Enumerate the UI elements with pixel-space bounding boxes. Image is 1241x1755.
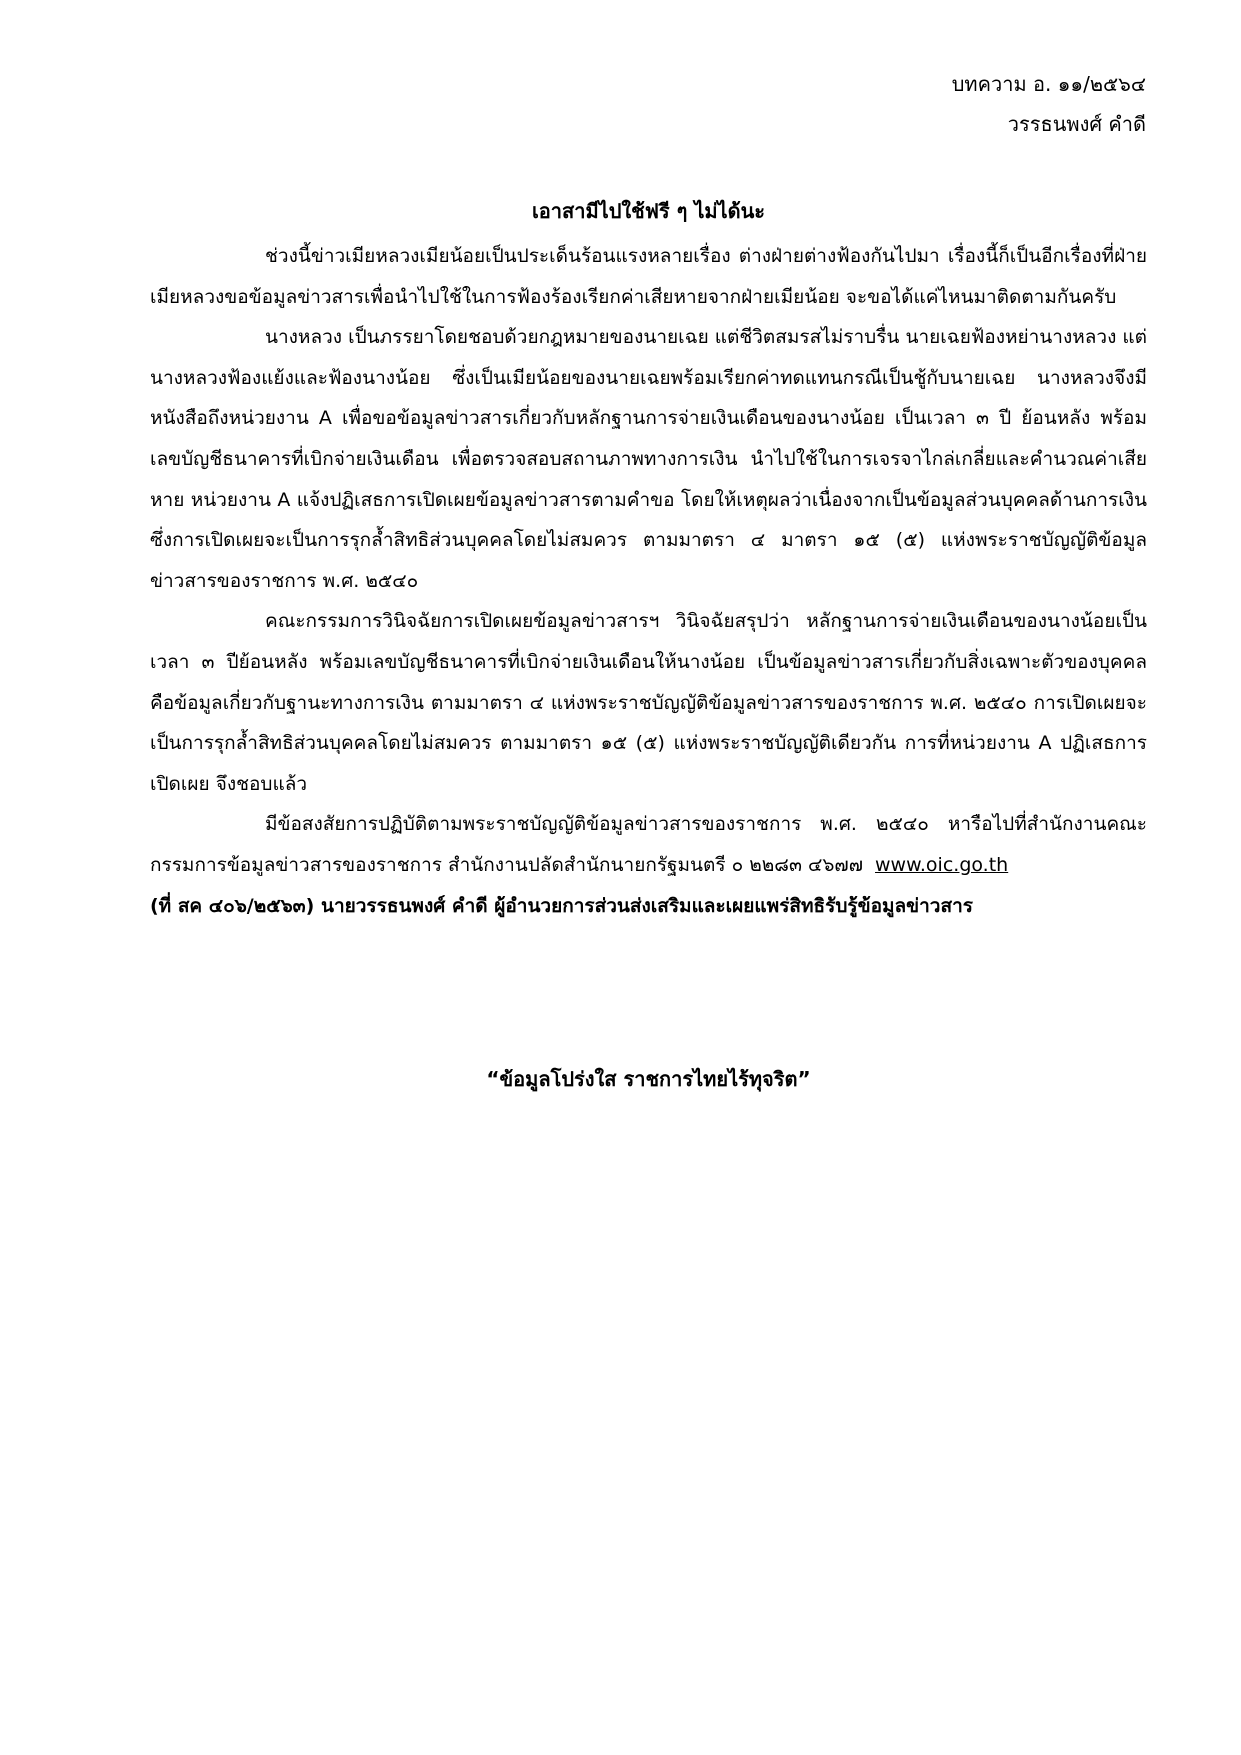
header-block — [952, 64, 1146, 144]
article-body — [150, 236, 1147, 926]
paragraph-facts: นางหลวง เป็นภรรยาโดยชอบด้วยกฎหมายของนายเฉย แต่ชีวิตสมรสไม่ราบรื่น นายเฉยฟ้องหย่านางหลวง แต่นางหลวงฟ้องแย้งและฟ้องนางน้อย ซึ่งเป็นเมียน้อยของนายเฉยพร้อมเรียกค่าทดแทนกรณีเป็นชู้กับนายเฉย นางหลวงจึงมีหนังสือถึงหน่วยงาน A เพื่อขอข้อมูลข่าวสารเกี่ยวกับหลักฐานการจ่ายเงินเดือนของนางน้อย เป็นเวลา ๓ ปี ย้อนหลัง พร้อมเลขบัญชีธนาคารที่เบิกจ่ายเงินเดือน เพื่อตรวจสอบสถานภาพทางการเงิน นำไปใช้ในการเจรจาไกล่เกลี่ยและคำนวณค่าเสียหาย หน่วยงาน A แจ้งปฏิเสธการเปิดเผยข้อมูลข่าวสารตามคำขอ โดยให้เหตุผลว่าเนื่องจากเป็นข้อมูลส่วนบุคคลด้านการเงิน ซึ่งการเปิดเผยจะเป็นการรุกล้ำสิทธิส่วนบุคคลโดยไม่สมควร ตามมาตรา ๔ มาตรา ๑๕ (๕) แห่งพระราชบัญญัติข้อมูลข่าวสารของราชการ พ.ศ. ๒๕๔๐ — [150, 326, 1147, 592]
article-reference: บทความ อ. ๑๑/๒๕๖๔ — [951, 72, 1146, 96]
author-name: วรรธนพงศ์ คำดี — [1007, 112, 1146, 136]
paragraph-ruling: คณะกรรมการวินิจฉัยการเปิดเผยข้อมูลข่าวสารฯ วินิจฉัยสรุปว่า หลักฐานการจ่ายเงินเดือนของนางน้อยเป็นเวลา ๓ ปีย้อนหลัง พร้อมเลขบัญชีธนาคารที่เบิกจ่ายเงินเดือนให้นางน้อย เป็นข้อมูลข่าวสารเกี่ยวกับสิ่งเฉพาะตัวของบุคคล คือข้อมูลเกี่ยวกับฐานะทางการเงิน ตามมาตรา ๔ แห่งพระราชบัญญัติข้อมูลข่าวสารของราชการ พ.ศ. ๒๕๔๐ การเปิดเผยจะเป็นการรุกล้ำสิทธิส่วนบุคคลโดยไม่สมควร ตามมาตรา ๑๕ (๕) แห่งพระราชบัญญัติเดียวกัน การที่หน่วยงาน A ปฏิเสธการเปิดเผย จึงชอบแล้ว — [150, 610, 1147, 795]
paragraph-contact — [150, 804, 1147, 885]
paragraph-intro: ช่วงนี้ข่าวเมียหลวงเมียน้อยเป็นประเด็นร้อนแรงหลายเรื่อง ต่างฝ่ายต่างฟ้องกันไปมา เรื่องนี้ก็เป็นอีกเรื่องที่ฝ่ายเมียหลวงขอข้อมูลข่าวสารเพื่อนำไปใช้ในการฟ้องร้องเรียกค่าเสียหายจากฝ่ายเมียน้อย จะขอได้แค่ไหนมาติดตามกันครับ — [150, 245, 1147, 308]
website-link[interactable]: www.oic.go.th — [875, 853, 1009, 876]
source-line: (ที่ สค ๔๐๖/๒๕๖๓) นายวรรธนพงศ์ คำดี ผู้อำนวยการส่วนส่งเสริมและเผยแพร่สิทธิรับรู้ข้อมูลข่าวสาร — [150, 894, 973, 917]
slogan: “ข้อมูลโปร่งใส ราชการไทยไร้ทุจริต” — [486, 1067, 811, 1091]
article-title: เอาสามีไปใช้ฟรี ๆ ไม่ได้นะ — [531, 199, 766, 223]
contact-text: มีข้อสงสัยการปฏิบัติตามพระราชบัญญัติข้อมูลข่าวสารของราชการ พ.ศ. ๒๕๔๐ หารือไปที่สำนักงานคณะกรรมการข้อมูลข่าวสารของราชการ สำนักงานปลัดสำนักนายกรัฐมนตรี ๐ ๒๒๘๓ ๔๖๗๗ — [150, 813, 1147, 876]
